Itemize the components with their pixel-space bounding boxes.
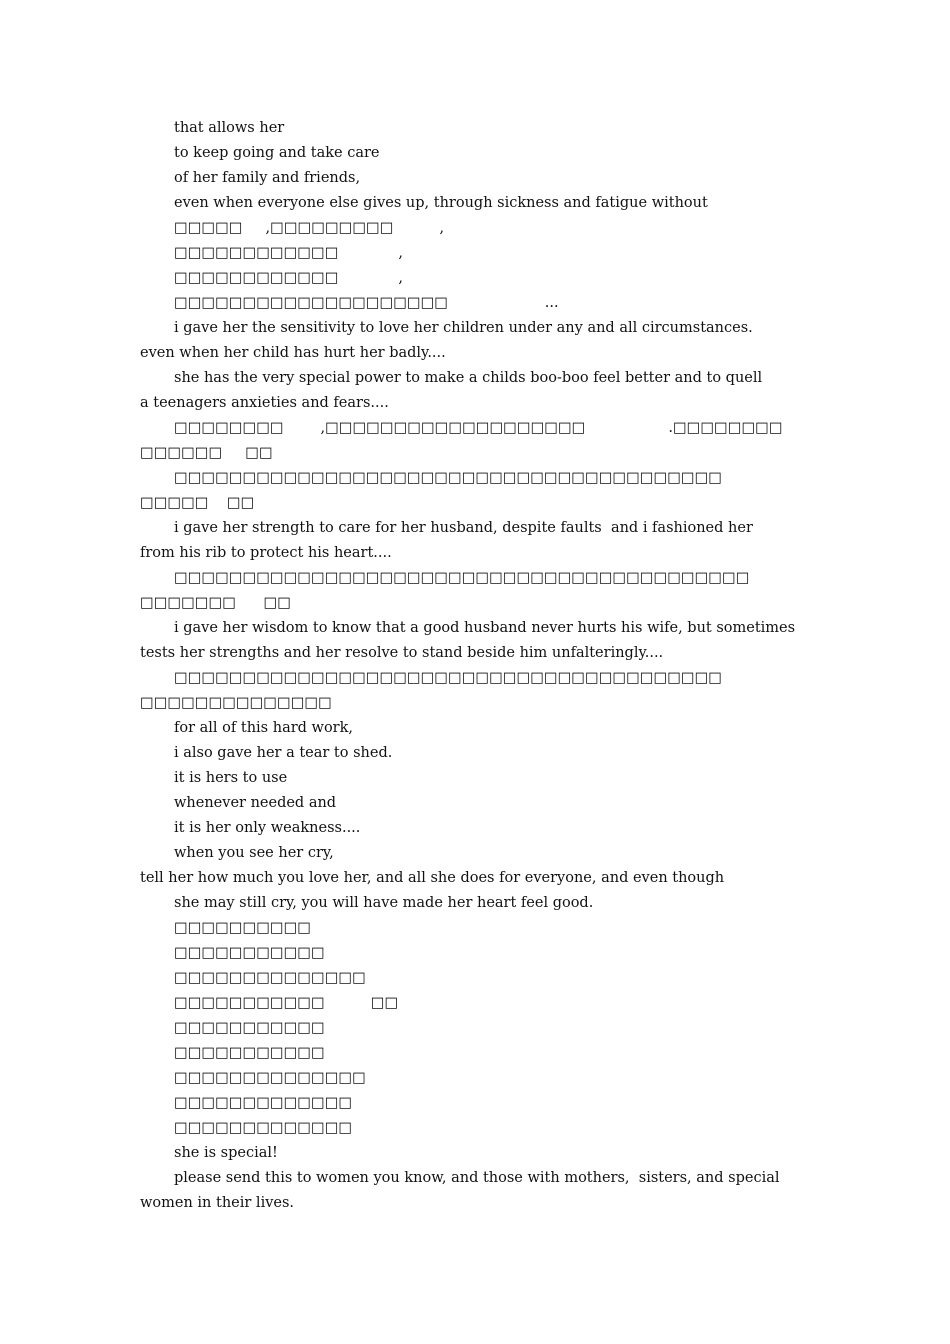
text-line: i gave her the sensitivity to love her children under any and all circumstances. (174, 320, 753, 336)
text-line: □□□□□□□□□□□□ , (174, 270, 403, 286)
text-line: □□□□□□□□□□□□□□□□□□□□□□□□□□□□□□□□□□□□□□□□□□ (174, 570, 750, 586)
text-line: i gave her wisdom to know that a good husband never hurts his wife, but sometimes (174, 620, 796, 636)
text-line: whenever needed and (174, 795, 337, 811)
text-line: □□□□□□□ □□ (140, 595, 291, 611)
text-line: please send this to women you know, and those with mothers, sisters, and special (174, 1170, 780, 1186)
text-line: it is her only weakness.... (174, 820, 361, 836)
text-line: she has the very special power to make a childs boo-boo feel better and to quell (174, 370, 763, 386)
text-line: □□□□□□□□ ,□□□□□□□□□□□□□□□□□□□ .□□□□□□□□ (174, 420, 783, 436)
text-line: she is special! (174, 1145, 278, 1161)
text-line: tests her strengths and her resolve to stand beside him unfalteringly.... (140, 645, 664, 661)
text-line: women in their lives. (140, 1195, 295, 1211)
text-line: □□□□□□□□□□□□□□ (174, 970, 366, 986)
text-line: it is hers to use (174, 770, 288, 786)
text-line: even when everyone else gives up, through sickness and fatigue without (174, 195, 708, 211)
text-line: □□□□□□□□□□□□□ (174, 1095, 353, 1111)
text-line: □□□□□□□□□□□□ , (174, 245, 403, 261)
text-line: □□□□□ □□ (140, 495, 255, 511)
text-line: i gave her strength to care for her husband, despite faults and i fashioned her (174, 520, 753, 536)
text-line: □□□□□□□□□□ (174, 920, 311, 936)
text-line: tell her how much you love her, and all she does for everyone, and even though (140, 870, 725, 886)
text-line: □□□□□□□□□□□□□□ (174, 1070, 366, 1086)
text-line: for all of this hard work, (174, 720, 353, 736)
text-line: □□□□□□□□□□□ (174, 1045, 325, 1061)
text-line: that allows her (174, 120, 285, 136)
text-line: □□□□□□□□□□□ (174, 945, 325, 961)
text-line: □□□□□□□□□□□ □□ (174, 995, 399, 1011)
text-line: i also gave her a tear to shed. (174, 745, 393, 761)
text-line: to keep going and take care (174, 145, 380, 161)
text-line: □□□□□□□□□□□□□□□□□□□□ ... (174, 295, 559, 311)
text-line: even when her child has hurt her badly.... (140, 345, 446, 361)
text-line: □□□□□□□□□□□□□ (174, 1120, 353, 1136)
text-line: a teenagers anxieties and fears.... (140, 395, 389, 411)
text-line: she may still cry, you will have made her heart feel good. (174, 895, 594, 911)
text-line: from his rib to protect his heart.... (140, 545, 392, 561)
text-line: □□□□□ ,□□□□□□□□□ , (174, 220, 445, 236)
text-line: □□□□□□ □□ (140, 445, 273, 461)
text-line: □□□□□□□□□□□□□□□□□□□□□□□□□□□□□□□□□□□□□□□□ (174, 470, 722, 486)
text-line: of her family and friends, (174, 170, 361, 186)
text-line: □□□□□□□□□□□□□□ (140, 695, 332, 711)
document-body (140, 116, 820, 1216)
text-line: □□□□□□□□□□□ (174, 1020, 325, 1036)
text-line: □□□□□□□□□□□□□□□□□□□□□□□□□□□□□□□□□□□□□□□□ (174, 670, 722, 686)
text-line: when you see her cry, (174, 845, 334, 861)
